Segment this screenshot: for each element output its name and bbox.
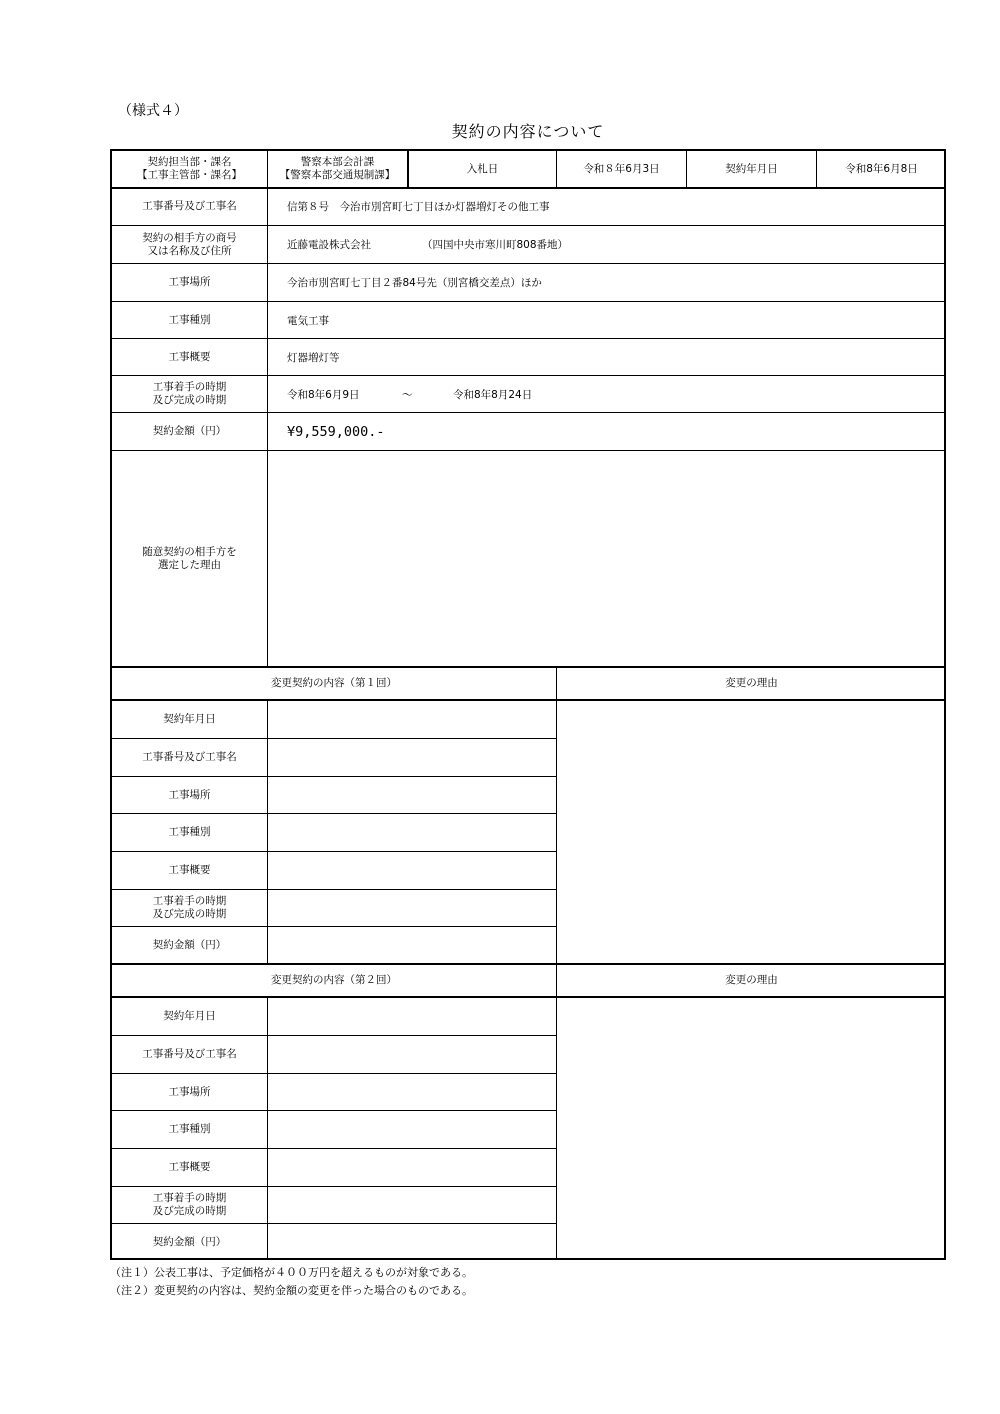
amount-label: 契約金額（円） bbox=[152, 425, 227, 437]
summary-value: 灯器増灯等 bbox=[287, 351, 340, 364]
change2-reason-heading: 変更の理由 bbox=[725, 974, 778, 986]
type-value: 電気工事 bbox=[287, 314, 329, 327]
change2-label-summary: 工事概要 bbox=[168, 1161, 211, 1173]
change1-reason-heading: 変更の理由 bbox=[725, 677, 778, 689]
change1-label-type: 工事種別 bbox=[168, 826, 211, 838]
site-label: 工事場所 bbox=[168, 276, 211, 288]
project-no-label: 工事番号及び工事名 bbox=[142, 200, 237, 212]
change1-label-period: 工事着手の時期 及び完成の時期 bbox=[152, 895, 227, 920]
col-divider bbox=[556, 699, 557, 963]
bid-date-label: 入札日 bbox=[466, 162, 499, 175]
form-number-label: （様式４） bbox=[118, 103, 188, 119]
site-value: 今治市別宮町七丁目２番84号先（別宮橋交差点）ほか bbox=[287, 277, 542, 289]
change1-label-site: 工事場所 bbox=[168, 788, 211, 801]
change2-label-site: 工事場所 bbox=[168, 1085, 211, 1098]
amount-value: ¥9,559,000.- bbox=[287, 423, 385, 440]
contract-date-label: 契約年月日 bbox=[725, 162, 778, 175]
dept-label: 契約担当部・課名 【工事主管部・課名】 bbox=[137, 156, 242, 181]
party-name: 近藤電設株式会社 bbox=[287, 239, 371, 251]
summary-label: 工事概要 bbox=[168, 350, 211, 363]
bid-date-value: 令和８年6月3日 bbox=[583, 162, 660, 175]
change1-label-project: 工事番号及び工事名 bbox=[142, 751, 237, 763]
note-1: （注１）公表工事は、予定価格が４００万円を超えるものが対象である。 bbox=[110, 1266, 473, 1279]
change2-heading: 変更契約の内容（第２回） bbox=[271, 974, 397, 986]
party-label: 契約の相手方の商号 又は名称及び住所 bbox=[142, 231, 237, 257]
change2-label-project: 工事番号及び工事名 bbox=[142, 1048, 237, 1060]
reason-value bbox=[268, 451, 946, 666]
col-divider bbox=[556, 996, 557, 1260]
change1-label-summary: 工事概要 bbox=[168, 864, 211, 876]
period-separator: ～ bbox=[402, 388, 413, 401]
page-title: 契約の内容について bbox=[451, 122, 605, 141]
type-label: 工事種別 bbox=[168, 313, 211, 326]
dept-value: 警察本部会計課 【警察本部交通規制課】 bbox=[279, 156, 396, 181]
change2-label-amount: 契約金額（円） bbox=[152, 1235, 227, 1248]
contract-form-table bbox=[110, 149, 946, 1260]
page-title-wrap bbox=[0, 119, 1000, 142]
col-divider bbox=[267, 699, 268, 963]
change2-label-period: 工事着手の時期 及び完成の時期 bbox=[152, 1192, 227, 1217]
change1-heading: 変更契約の内容（第１回） bbox=[271, 677, 397, 689]
change1-label-amount: 契約金額（円） bbox=[152, 938, 227, 951]
change1-label-date: 契約年月日 bbox=[163, 713, 216, 725]
period-end: 令和8年8月24日 bbox=[453, 388, 533, 401]
change2-label-date: 契約年月日 bbox=[163, 1010, 216, 1022]
note-2: （注２）変更契約の内容は、契約金額の変更を伴った場合のものである。 bbox=[110, 1284, 473, 1297]
period-label: 工事着手の時期 及び完成の時期 bbox=[152, 381, 227, 406]
project-no-value: 信第８号 今治市別宮町七丁目ほか灯器増灯その他工事 bbox=[287, 201, 550, 213]
reason-label: 随意契約の相手方を 選定した理由 bbox=[142, 545, 237, 571]
change2-label-type: 工事種別 bbox=[168, 1123, 211, 1135]
contract-date-value: 令和8年6月8日 bbox=[845, 162, 918, 175]
party-address: （四国中央市寒川町808番地） bbox=[422, 239, 569, 251]
col-divider bbox=[267, 996, 268, 1260]
period-start: 令和8年6月9日 bbox=[287, 388, 360, 401]
